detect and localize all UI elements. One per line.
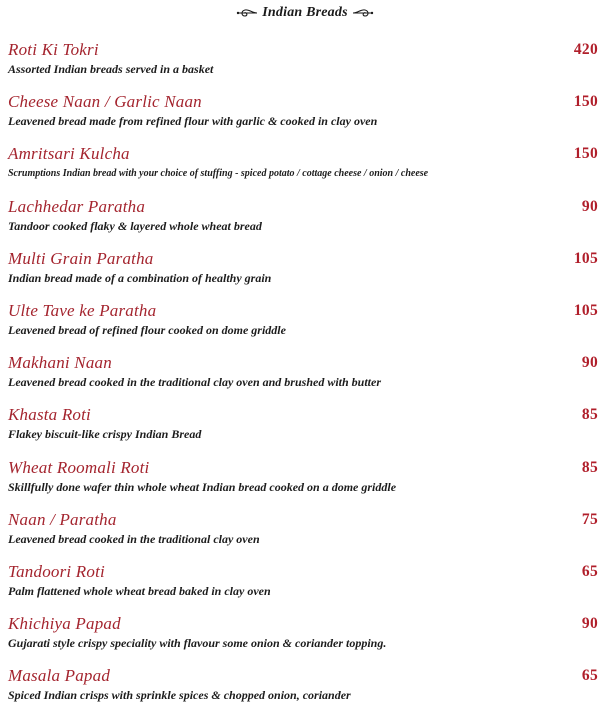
item-name: Cheese Naan / Garlic Naan [8,92,202,112]
menu-item [8,92,598,144]
item-price: 420 [573,41,598,58]
item-price: 150 [573,145,598,163]
item-price: 105 [573,301,598,319]
menu-item [8,562,598,614]
item-price: 65 [581,667,598,685]
item-name: Khasta Roti [8,405,91,425]
menu-item [8,353,598,405]
item-description: Leavened bread cooked in the traditional clay oven and brushed with butter [8,375,381,390]
item-name: Roti Ki Tokri [8,40,99,59]
item-name: Amritsari Kulcha [8,144,130,164]
item-description: Gujarati style crispy speciality with flavour some onion & coriander topping. [8,636,387,651]
menu-item [8,666,598,718]
item-description: Leavened bread cooked in the traditional clay oven [8,531,260,546]
item-description: Indian bread made of a combination of healthy grain [8,270,272,285]
menu-item [8,249,598,301]
item-name: Lachhedar Paratha [8,196,146,216]
item-price: 90 [581,197,598,215]
item-description: Palm flattened whole wheat bread baked in clay oven [8,583,271,598]
item-price: 90 [581,615,598,633]
item-price: 75 [581,510,598,528]
item-name: Makhani Naan [8,353,112,373]
item-price: 90 [581,354,598,372]
item-name: Multi Grain Paratha [8,248,154,268]
menu-item [8,510,598,562]
item-name: Tandoori Roti [8,561,105,581]
menu-item [8,301,598,353]
item-price: 105 [573,249,598,267]
item-description: Scrumptions Indian bread with your choice of stuffing - spiced potato / cottage cheese / onion / cheese [8,168,429,180]
item-name: Naan / Paratha [8,509,117,529]
item-price: 150 [573,93,598,111]
menu-item [8,614,598,666]
item-description: Tandoor cooked flaky & layered whole wheat bread [8,218,262,233]
item-name: Masala Papad [8,666,111,686]
section-title: Indian Breads [262,5,348,20]
item-price: 85 [581,406,598,424]
item-description: Leavened bread of refined flour cooked on dome griddle [8,322,286,337]
item-description: Spiced Indian crisps with sprinkle spices & chopped onion, coriander [8,688,351,703]
menu-list [8,40,598,718]
item-price: 65 [581,562,598,580]
item-description: Assorted Indian breads served in a basket [8,62,214,76]
menu-item [8,40,598,92]
item-description: Skillfully done wafer thin whole wheat Indian bread cooked on a dome griddle [8,479,397,494]
menu-item [8,144,598,196]
item-price: 85 [581,458,598,476]
section-header [0,3,610,23]
menu-item [8,405,598,457]
item-description: Leavened bread made from refined flour with garlic & cooked in clay oven [8,114,378,129]
menu-item [8,458,598,510]
item-name: Khichiya Papad [8,614,121,634]
menu-item [8,197,598,249]
item-name: Wheat Roomali Roti [8,457,150,477]
item-description: Flakey biscuit-like crispy Indian Bread [8,427,202,442]
right-flourish-icon [352,6,374,20]
left-flourish-icon [236,6,258,20]
item-name: Ulte Tave ke Paratha [8,300,157,320]
